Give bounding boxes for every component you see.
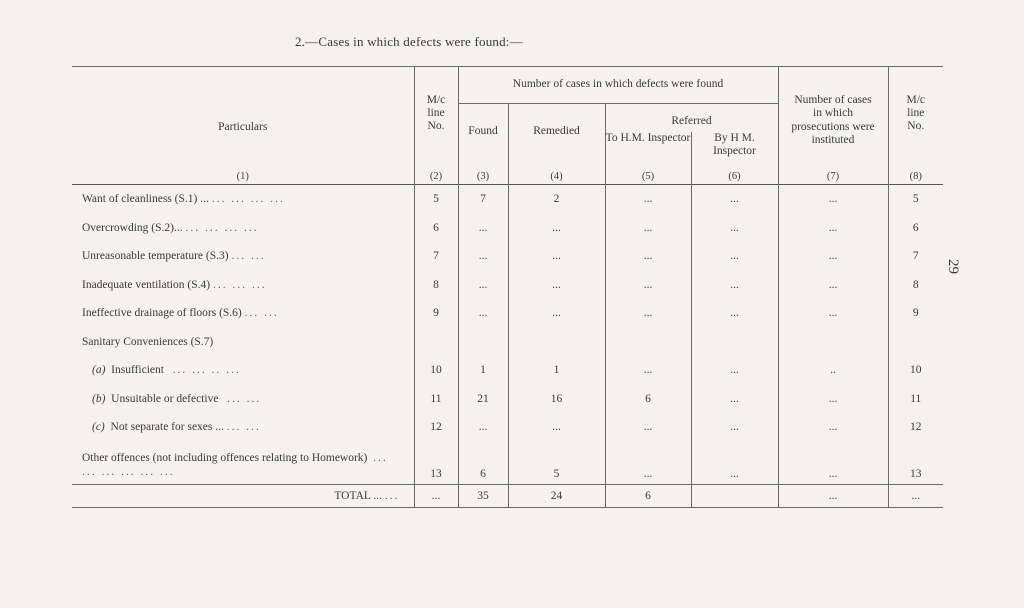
table-row — [72, 328, 943, 357]
header-mc-line: M/c line No. — [414, 67, 458, 160]
cell-by-hm: ... — [691, 242, 778, 271]
cell-by-hm: ... — [691, 442, 778, 485]
leader-dots: ... ... — [231, 250, 266, 263]
header-found: Found — [458, 104, 508, 161]
cell-line: 13 — [414, 442, 458, 485]
cell-by-hm: ... — [691, 271, 778, 300]
cell-prosecutions: ... — [778, 242, 888, 271]
column-number: (3) — [458, 160, 508, 185]
cell-line-2: 5 — [888, 185, 943, 214]
table-row — [72, 271, 943, 300]
header-referred: Referred — [605, 104, 778, 133]
leader-dots: ... — [384, 489, 400, 502]
leader-dots: ... ... ... ... ... ... — [82, 451, 388, 478]
total-line: ... — [414, 484, 458, 507]
cell-to-hm: ... — [605, 242, 691, 271]
cell-prosecutions: ... — [778, 442, 888, 485]
cell-line: 6 — [414, 214, 458, 243]
cell-line-2: 9 — [888, 299, 943, 328]
row-letter: (a) — [92, 364, 106, 377]
cell-line-2: 13 — [888, 442, 943, 485]
cell-found: ... — [458, 271, 508, 300]
column-number: (8) — [888, 160, 943, 185]
cell-line: 9 — [414, 299, 458, 328]
leader-dots: ... ... — [244, 307, 279, 320]
cell-found: 21 — [458, 385, 508, 414]
column-number: (6) — [691, 160, 778, 185]
column-number: (7) — [778, 160, 888, 185]
cell-remedied: ... — [508, 413, 605, 442]
cell-line: 5 — [414, 185, 458, 214]
cell-by-hm: ... — [691, 413, 778, 442]
cell-by-hm: ... — [691, 214, 778, 243]
cell-prosecutions: .. — [778, 356, 888, 385]
cell-prosecutions: ... — [778, 214, 888, 243]
table-row — [72, 413, 943, 442]
leader-dots: ... ... ... — [212, 278, 267, 291]
row-label: Want of cleanliness (S.1) ... — [82, 193, 209, 206]
cell-by-hm: ... — [691, 385, 778, 414]
cell-line-2: 8 — [888, 271, 943, 300]
cell-prosecutions: ... — [778, 385, 888, 414]
cell-line: 10 — [414, 356, 458, 385]
table-row — [72, 299, 943, 328]
column-number: (4) — [508, 160, 605, 185]
cell-line-2: 11 — [888, 385, 943, 414]
cell-prosecutions: ... — [778, 185, 888, 214]
table-row — [72, 442, 943, 485]
cell-found: 6 — [458, 442, 508, 485]
total-label: TOTAL ... — [334, 489, 382, 502]
cell-found: ... — [458, 214, 508, 243]
defects-table — [72, 66, 943, 508]
cell-to-hm: ... — [605, 442, 691, 485]
total-by-hm — [691, 484, 778, 507]
cell-to-hm: ... — [605, 214, 691, 243]
cell-found: ... — [458, 413, 508, 442]
table-row — [72, 214, 943, 243]
cell-to-hm: ... — [605, 271, 691, 300]
leader-dots: ... ... ... ... — [211, 193, 285, 206]
table-title: 2.—Cases in which defects were found:— — [295, 34, 523, 49]
cell-remedied: ... — [508, 271, 605, 300]
header-remedied: Remedied — [508, 104, 605, 161]
cell-remedied: 2 — [508, 185, 605, 214]
cell-by-hm: ... — [691, 185, 778, 214]
cell-to-hm: ... — [605, 185, 691, 214]
cell-prosecutions: ... — [778, 271, 888, 300]
cell-line-2: 12 — [888, 413, 943, 442]
cell-remedied: ... — [508, 214, 605, 243]
row-letter: (b) — [92, 392, 106, 405]
total-line-2: ... — [888, 484, 943, 507]
total-remedied: 24 — [508, 484, 605, 507]
cell-line: 11 — [414, 385, 458, 414]
cell-to-hm: 6 — [605, 385, 691, 414]
cell-line-2: 10 — [888, 356, 943, 385]
header-number-of-cases: Number of cases in which defects were found — [458, 67, 778, 104]
cell-remedied: 16 — [508, 385, 605, 414]
cell-remedied: ... — [508, 299, 605, 328]
row-label: Other offences (not including offences relating to Homework) — [82, 451, 368, 464]
total-found: 35 — [458, 484, 508, 507]
column-number: (1) — [236, 171, 249, 182]
row-label: Insufficient — [111, 364, 164, 377]
cell-line: 7 — [414, 242, 458, 271]
cell-line-2: 7 — [888, 242, 943, 271]
cell-prosecutions: ... — [778, 299, 888, 328]
cell-by-hm: ... — [691, 356, 778, 385]
row-label: Not separate for sexes ... — [110, 421, 224, 434]
cell-line: 8 — [414, 271, 458, 300]
cell-found: ... — [458, 299, 508, 328]
cell-remedied: 1 — [508, 356, 605, 385]
table-row — [72, 356, 943, 385]
cell-found: 7 — [458, 185, 508, 214]
header-particulars: Particulars — [218, 120, 268, 133]
row-label: Overcrowding (S.2)... — [82, 221, 183, 234]
cell-to-hm: ... — [605, 413, 691, 442]
total-row — [72, 484, 943, 507]
page-number: 29 — [945, 259, 961, 274]
leader-dots: ... ... — [227, 392, 262, 405]
header-to-hm-inspector: To H.M. Inspector — [605, 132, 691, 160]
row-label: Ineffective drainage of floors (S.6) — [82, 307, 242, 320]
leader-dots: ... ... .. ... — [172, 364, 241, 377]
header-mc-line-2: M/c line No. — [888, 67, 943, 160]
section-heading: Sanitary Conveniences (S.7) — [82, 335, 214, 348]
cell-to-hm: ... — [605, 299, 691, 328]
cell-prosecutions: ... — [778, 413, 888, 442]
cell-remedied: 5 — [508, 442, 605, 485]
cell-found: 1 — [458, 356, 508, 385]
header-prosecutions: Number of cases in which prosecutions were instituted — [778, 67, 888, 160]
column-number: (5) — [605, 160, 691, 185]
leader-dots: ... ... — [226, 421, 261, 434]
leader-dots: ... ... ... ... — [185, 221, 259, 234]
row-label: Unreasonable temperature (S.3) — [82, 250, 229, 263]
cell-to-hm: ... — [605, 356, 691, 385]
row-label: Inadequate ventilation (S.4) — [82, 278, 211, 291]
column-number: (2) — [414, 160, 458, 185]
cell-found: ... — [458, 242, 508, 271]
cell-line-2: 6 — [888, 214, 943, 243]
cell-line: 12 — [414, 413, 458, 442]
total-prosecutions: ... — [778, 484, 888, 507]
row-letter: (c) — [92, 421, 105, 434]
row-label: Unsuitable or defective — [111, 392, 219, 405]
table-row — [72, 185, 943, 214]
cell-remedied: ... — [508, 242, 605, 271]
header-by-hm-inspector: By H M. Inspector — [691, 132, 778, 160]
cell-by-hm: ... — [691, 299, 778, 328]
total-to-hm: 6 — [605, 484, 691, 507]
table-row — [72, 385, 943, 414]
table-row — [72, 242, 943, 271]
